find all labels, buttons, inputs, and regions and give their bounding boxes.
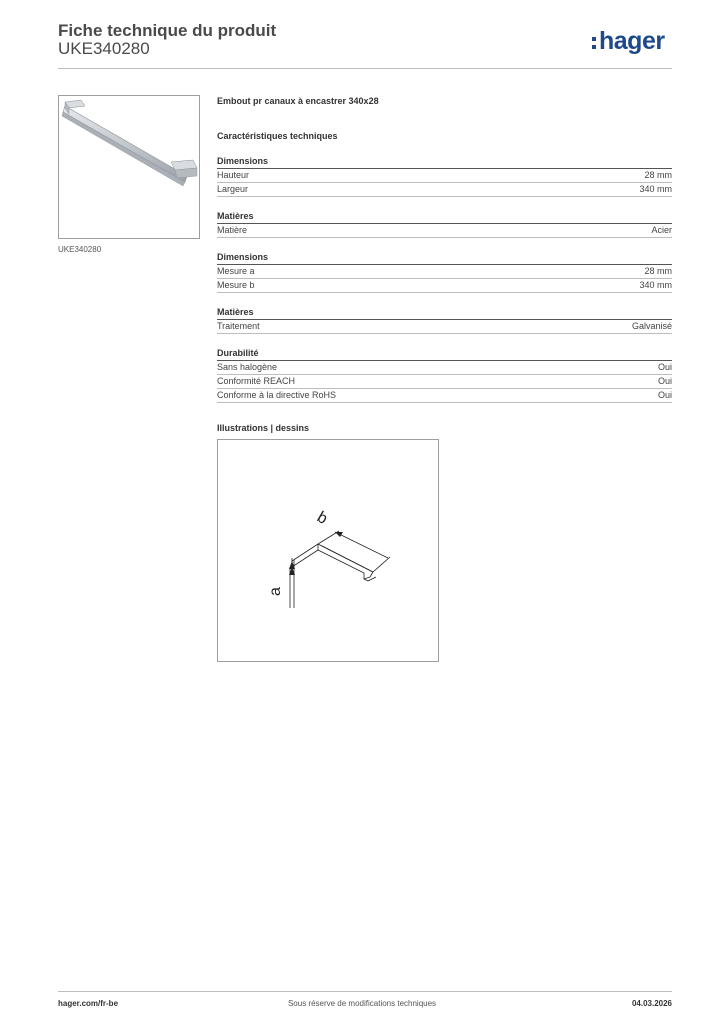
spec-row <box>217 375 672 389</box>
section-title: Matières <box>217 306 672 320</box>
spec-row <box>217 389 672 403</box>
spec-row <box>217 169 672 183</box>
spec-row <box>217 265 672 279</box>
dimension-label-b: b <box>314 508 331 528</box>
spec-row <box>217 279 672 293</box>
spec-row <box>217 361 672 375</box>
spec-label: Conformité REACH <box>217 376 296 386</box>
brand-name: hager <box>599 27 665 55</box>
dimension-label-a: a <box>267 587 284 596</box>
page-title: Fiche technique du produit <box>58 21 277 40</box>
spec-value: 28 mm <box>644 170 672 180</box>
product-title: Embout pr canaux à encastrer 340x28 <box>217 96 379 106</box>
spec-section-materials-2 <box>217 306 672 334</box>
section-title: Dimensions <box>217 251 672 265</box>
product-photo <box>58 95 200 239</box>
product-code: UKE340280 <box>58 39 150 58</box>
spec-label: Largeur <box>217 184 249 194</box>
spec-label: Sans halogène <box>217 362 278 372</box>
footer-disclaimer: Sous réserve de modifications techniques <box>287 999 437 1008</box>
spec-row <box>217 224 672 238</box>
technical-content <box>217 95 672 434</box>
spec-value: 340 mm <box>639 280 672 290</box>
section-title: Matières <box>217 210 672 224</box>
footer-date: 04.03.2026 <box>631 999 672 1008</box>
footer-divider <box>58 991 672 992</box>
spec-label: Mesure b <box>217 280 255 290</box>
spec-section-materials <box>217 210 672 238</box>
hager-logo <box>592 27 665 55</box>
spec-value: Acier <box>651 225 672 235</box>
spec-label: Mesure a <box>217 266 255 276</box>
photo-caption: UKE340280 <box>58 245 102 254</box>
spec-label: Matière <box>217 225 248 235</box>
footer-website: hager.com/fr-be <box>58 999 119 1008</box>
dimension-drawing-icon <box>218 440 438 661</box>
logo-dots-icon <box>592 27 597 55</box>
spec-section-durability <box>217 347 672 403</box>
technical-drawing <box>217 439 439 662</box>
spec-section-dimensions <box>217 155 672 197</box>
spec-label: Conforme à la directive RoHS <box>217 390 337 400</box>
spec-section-dimensions-2 <box>217 251 672 293</box>
spec-value: Oui <box>657 390 672 400</box>
spec-value: 340 mm <box>639 184 672 194</box>
spec-label: Hauteur <box>217 170 250 180</box>
characteristics-heading: Caractéristiques techniques <box>217 131 338 141</box>
spec-value: Oui <box>657 376 672 386</box>
spec-label: Traitement <box>217 321 260 331</box>
spec-value: Galvanisé <box>631 321 672 331</box>
spec-value: Oui <box>657 362 672 372</box>
illustrations-heading: Illustrations | dessins <box>217 423 310 433</box>
spec-value: 28 mm <box>644 266 672 276</box>
section-title: Dimensions <box>217 155 672 169</box>
spec-row <box>217 320 672 334</box>
section-title: Durabilité <box>217 347 672 361</box>
spec-row <box>217 183 672 197</box>
header-divider <box>58 68 672 69</box>
end-cap-photo-icon <box>59 96 199 238</box>
